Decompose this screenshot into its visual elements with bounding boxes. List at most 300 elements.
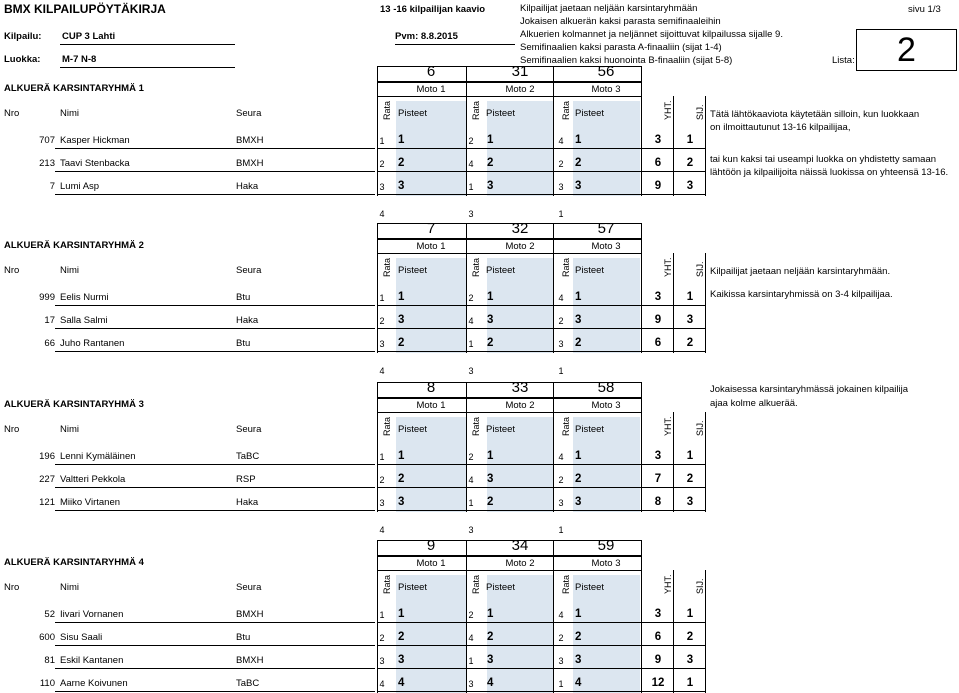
- kilpailu-underline: [60, 44, 235, 45]
- moto-label: Moto 3: [591, 400, 621, 411]
- row-underline: [377, 668, 705, 669]
- column-header-pisteet: Pisteet: [398, 265, 428, 276]
- rider-total: 3: [654, 450, 662, 462]
- moto-count: 1: [558, 366, 564, 376]
- side-note-7: Jokaisessa karsintaryhmässä jokainen kilpailija: [710, 384, 909, 395]
- rider-pisteet: 2: [575, 473, 582, 485]
- rider-rata: 1: [468, 339, 474, 349]
- rider-number: 110: [39, 678, 55, 689]
- moto-number: 8: [426, 379, 436, 396]
- rider-position: 1: [686, 450, 694, 462]
- rider-number: 227: [39, 474, 55, 485]
- rider-rata: 2: [468, 136, 474, 146]
- document-title: BMX KILPAILUPÖYTÄKIRJA: [4, 2, 166, 16]
- row-underline: [377, 148, 705, 149]
- rider-pisteet: 2: [487, 337, 494, 349]
- rider-pisteet: 3: [575, 496, 582, 508]
- column-header-rata: Rata: [382, 100, 392, 120]
- rider-pisteet: 4: [398, 677, 405, 689]
- row-underline: [55, 487, 375, 488]
- row-divider: [377, 253, 642, 254]
- rider-pisteet: 2: [398, 631, 405, 643]
- row-underline: [377, 645, 705, 646]
- rider-pisteet: 3: [575, 314, 582, 326]
- rider-rata: 4: [468, 475, 474, 485]
- column-header-nimi: Nimi: [60, 108, 79, 119]
- column-header-pisteet: Pisteet: [398, 424, 428, 435]
- group-title: ALKUERÄ KARSINTARYHMÄ 2: [4, 240, 144, 251]
- kilpailu-label: Kilpailu:: [4, 31, 42, 42]
- rider-club: BMXH: [236, 655, 264, 666]
- rider-rata: 4: [468, 633, 474, 643]
- rider-rata: 4: [558, 136, 564, 146]
- rule-note-3: Alkuerien kolmannet ja neljännet sijoittuvat kilpailussa sijalle 9.: [520, 29, 783, 40]
- rider-total: 3: [654, 134, 662, 146]
- rider-pisteet: 3: [487, 180, 494, 192]
- column-header-nimi: Nimi: [60, 424, 79, 435]
- lista-value: 2: [897, 31, 916, 69]
- column-header-sij: SIJ.: [695, 261, 705, 277]
- rider-pisteet: 2: [487, 496, 494, 508]
- rider-position: 2: [686, 157, 694, 169]
- rider-club: RSP: [236, 474, 256, 485]
- rule-note-5: Semifinaalien kaksi huonointa B-finaaliin (sijat 5-8): [520, 55, 733, 66]
- rider-club: TaBC: [236, 451, 260, 462]
- row-underline: [377, 464, 705, 465]
- rider-number: 17: [44, 315, 55, 326]
- column-divider: [641, 66, 642, 196]
- rider-pisteet: 1: [575, 291, 582, 303]
- side-note-1: Tätä lähtökaaviota käytetään silloin, kun luokkaan: [710, 109, 920, 120]
- row-divider: [377, 556, 642, 557]
- rider-rata: 3: [558, 182, 564, 192]
- rider-pisteet: 3: [487, 654, 494, 666]
- rider-number: 213: [39, 158, 55, 169]
- rider-pisteet: 2: [575, 157, 582, 169]
- rider-position: 2: [686, 473, 694, 485]
- row-underline: [55, 148, 375, 149]
- column-header-nro: Nro: [4, 582, 20, 593]
- rider-number: 52: [44, 609, 55, 620]
- moto-number: 58: [597, 379, 615, 396]
- moto-count: 4: [379, 209, 385, 219]
- column-header-yht: YHT.: [663, 574, 673, 594]
- column-header-pisteet: Pisteet: [486, 424, 516, 435]
- column-header-pisteet: Pisteet: [486, 582, 516, 593]
- column-divider: [466, 66, 467, 196]
- rider-rata: 4: [558, 610, 564, 620]
- column-divider: [466, 382, 467, 512]
- moto-number: 32: [511, 220, 529, 237]
- rider-position: 3: [686, 180, 694, 192]
- rider-name: Lenni Kymäläinen: [60, 451, 136, 462]
- row-underline: [55, 622, 375, 623]
- rider-pisteet: 4: [575, 677, 582, 689]
- rider-rata: 1: [558, 679, 564, 689]
- column-divider: [641, 382, 642, 512]
- rider-pisteet: 3: [575, 654, 582, 666]
- column-header-sij: SIJ.: [695, 578, 705, 594]
- rider-pisteet: 1: [575, 608, 582, 620]
- rider-name: Lumi Asp: [60, 181, 100, 192]
- moto-number: 34: [511, 537, 529, 554]
- rider-pisteet: 3: [575, 180, 582, 192]
- column-divider: [673, 570, 674, 693]
- column-header-yht: YHT.: [663, 257, 673, 277]
- row-underline: [377, 351, 705, 352]
- rider-number: 66: [44, 338, 55, 349]
- rider-rata: 2: [379, 159, 385, 169]
- group-title: ALKUERÄ KARSINTARYHMÄ 3: [4, 399, 144, 410]
- rider-position: 1: [686, 291, 694, 303]
- row-underline: [377, 171, 705, 172]
- column-header-yht: YHT.: [663, 416, 673, 436]
- rider-position: 3: [686, 314, 694, 326]
- rider-rata: 4: [558, 452, 564, 462]
- column-header-pisteet: Pisteet: [486, 108, 516, 119]
- rider-rata: 4: [468, 316, 474, 326]
- row-underline: [377, 194, 705, 195]
- rider-total: 3: [654, 291, 662, 303]
- rider-name: Juho Rantanen: [60, 338, 125, 349]
- rider-rata: 1: [379, 136, 385, 146]
- column-header-pisteet: Pisteet: [575, 424, 605, 435]
- rider-rata: 2: [558, 159, 564, 169]
- moto-count: 1: [558, 525, 564, 535]
- rider-club: Haka: [236, 315, 259, 326]
- rider-number: 707: [39, 135, 55, 146]
- column-header-pisteet: Pisteet: [398, 108, 428, 119]
- column-header-rata: Rata: [471, 257, 481, 277]
- rider-club: Btu: [236, 292, 251, 303]
- row-underline: [55, 171, 375, 172]
- column-divider: [673, 412, 674, 512]
- side-note-8: ajaa kolme alkuerää.: [710, 398, 798, 409]
- row-underline: [55, 305, 375, 306]
- rider-pisteet: 2: [398, 157, 405, 169]
- rider-pisteet: 1: [487, 608, 494, 620]
- rider-pisteet: 4: [487, 677, 494, 689]
- column-header-sij: SIJ.: [695, 420, 705, 436]
- rider-rata: 2: [468, 293, 474, 303]
- rider-club: BMXH: [236, 609, 264, 620]
- rider-rata: 3: [558, 498, 564, 508]
- rider-rata: 1: [379, 452, 385, 462]
- rider-pisteet: 3: [398, 314, 405, 326]
- column-header-rata: Rata: [561, 416, 571, 436]
- row-underline: [377, 622, 705, 623]
- column-header-pisteet: Pisteet: [486, 265, 516, 276]
- rider-position: 1: [686, 134, 694, 146]
- row-underline: [55, 510, 375, 511]
- side-note-4: lähtöön ja kilpailijoita näissä luokissa on yhteensä 13-16.: [710, 167, 949, 178]
- rider-pisteet: 1: [575, 134, 582, 146]
- side-note-5: Kilpailijat jaetaan neljään karsintaryhmään.: [710, 266, 891, 277]
- rider-name: Iivari Vornanen: [60, 609, 124, 620]
- group-title: ALKUERÄ KARSINTARYHMÄ 4: [4, 557, 144, 568]
- column-header-pisteet: Pisteet: [575, 582, 605, 593]
- rider-pisteet: 2: [575, 631, 582, 643]
- rider-name: Valtteri Pekkola: [60, 474, 126, 485]
- rider-pisteet: 1: [398, 291, 405, 303]
- column-header-pisteet: Pisteet: [575, 265, 605, 276]
- moto-label: Moto 1: [416, 84, 446, 95]
- column-divider: [377, 382, 378, 512]
- moto-count: 3: [468, 525, 474, 535]
- rider-rata: 2: [558, 633, 564, 643]
- rider-name: Taavi Stenbacka: [60, 158, 130, 169]
- column-divider: [705, 96, 706, 196]
- side-note-3: tai kun kaksi tai useampi luokka on yhdistetty samaan: [710, 154, 937, 165]
- rider-club: BMXH: [236, 158, 264, 169]
- column-divider: [553, 66, 554, 196]
- column-header-rata: Rata: [382, 574, 392, 594]
- rider-pisteet: 2: [487, 631, 494, 643]
- rider-rata: 3: [558, 339, 564, 349]
- row-underline: [377, 305, 705, 306]
- rider-rata: 2: [558, 475, 564, 485]
- rider-rata: 1: [379, 610, 385, 620]
- moto-label: Moto 3: [591, 84, 621, 95]
- rider-total: 9: [654, 314, 662, 326]
- column-divider: [705, 570, 706, 693]
- row-underline: [55, 691, 375, 692]
- rider-pisteet: 1: [487, 134, 494, 146]
- row-divider: [377, 239, 642, 240]
- column-divider: [553, 223, 554, 353]
- rider-position: 3: [686, 496, 694, 508]
- column-divider: [377, 223, 378, 353]
- rider-name: Aarne Koivunen: [60, 678, 128, 689]
- rider-rata: 2: [379, 316, 385, 326]
- moto-number: 57: [597, 220, 615, 237]
- moto-number: 56: [597, 63, 615, 80]
- rider-name: Salla Salmi: [60, 315, 108, 326]
- rider-rata: 4: [379, 679, 385, 689]
- rider-rata: 4: [468, 159, 474, 169]
- rider-club: TaBC: [236, 678, 260, 689]
- luokka-value: M-7 N-8: [62, 54, 97, 65]
- rider-rata: 3: [379, 182, 385, 192]
- pvm-label: Pvm: 8.8.2015: [395, 31, 458, 42]
- moto-label: Moto 2: [505, 558, 535, 569]
- rider-total: 6: [654, 631, 662, 643]
- rider-rata: 1: [468, 656, 474, 666]
- rider-number: 121: [39, 497, 55, 508]
- moto-number: 7: [426, 220, 436, 237]
- row-underline: [377, 328, 705, 329]
- row-underline: [55, 328, 375, 329]
- rider-total: 6: [654, 337, 662, 349]
- pvm-underline: [395, 44, 515, 45]
- rider-number: 196: [39, 451, 55, 462]
- moto-count: 3: [468, 209, 474, 219]
- rider-rata: 2: [468, 610, 474, 620]
- rider-rata: 2: [379, 475, 385, 485]
- moto-number: 33: [511, 379, 529, 396]
- rider-pisteet: 1: [487, 450, 494, 462]
- rider-pisteet: 1: [398, 450, 405, 462]
- rider-rata: 1: [468, 498, 474, 508]
- column-header-rata: Rata: [471, 100, 481, 120]
- row-underline: [377, 487, 705, 488]
- rider-pisteet: 1: [398, 608, 405, 620]
- rider-number: 999: [39, 292, 55, 303]
- moto-number: 6: [426, 63, 436, 80]
- column-divider: [705, 253, 706, 353]
- column-header-nro: Nro: [4, 265, 20, 276]
- rider-total: 12: [651, 677, 665, 689]
- rider-rata: 4: [558, 293, 564, 303]
- kaavio-label: 13 -16 kilpailijan kaavio: [380, 4, 486, 15]
- row-underline: [55, 668, 375, 669]
- row-divider: [377, 96, 642, 97]
- rider-rata: 3: [379, 656, 385, 666]
- luokka-label: Luokka:: [4, 54, 41, 65]
- rider-pisteet: 2: [487, 157, 494, 169]
- rider-total: 3: [654, 608, 662, 620]
- column-header-nro: Nro: [4, 424, 20, 435]
- moto-label: Moto 1: [416, 400, 446, 411]
- column-divider: [553, 382, 554, 512]
- row-divider: [377, 82, 642, 83]
- column-divider: [673, 253, 674, 353]
- rider-pisteet: 2: [398, 337, 405, 349]
- column-header-seura: Seura: [236, 108, 262, 119]
- rider-pisteet: 1: [487, 291, 494, 303]
- rider-club: Btu: [236, 632, 251, 643]
- moto-number: 31: [511, 63, 529, 80]
- rider-position: 3: [686, 654, 694, 666]
- moto-label: Moto 3: [591, 241, 621, 252]
- rider-name: Kasper Hickman: [60, 135, 130, 146]
- column-header-rata: Rata: [382, 416, 392, 436]
- rider-pisteet: 1: [398, 134, 405, 146]
- column-header-pisteet: Pisteet: [398, 582, 428, 593]
- column-divider: [673, 96, 674, 196]
- column-header-nro: Nro: [4, 108, 20, 119]
- row-underline: [377, 691, 705, 692]
- rider-number: 600: [39, 632, 55, 643]
- row-underline: [55, 464, 375, 465]
- page-number: sivu 1/3: [908, 4, 941, 15]
- rider-rata: 1: [468, 182, 474, 192]
- moto-count: 4: [379, 525, 385, 535]
- rider-pisteet: 2: [575, 337, 582, 349]
- rider-name: Eskil Kantanen: [60, 655, 124, 666]
- row-divider: [377, 412, 642, 413]
- moto-count: 4: [379, 366, 385, 376]
- moto-label: Moto 1: [416, 241, 446, 252]
- rider-total: 8: [654, 496, 662, 508]
- column-divider: [466, 223, 467, 353]
- rule-note-1: Kilpailijat jaetaan neljään karsintaryhmään: [520, 3, 698, 14]
- rider-rata: 3: [379, 498, 385, 508]
- rider-name: Miiko Virtanen: [60, 497, 121, 508]
- rule-note-2: Jokaisen alkuerän kaksi parasta semifinaaleihin: [520, 16, 721, 27]
- rider-name: Eelis Nurmi: [60, 292, 109, 303]
- rider-club: Haka: [236, 497, 259, 508]
- row-underline: [55, 351, 375, 352]
- rider-position: 1: [686, 677, 694, 689]
- rider-number: 81: [44, 655, 55, 666]
- moto-label: Moto 3: [591, 558, 621, 569]
- column-header-seura: Seura: [236, 424, 262, 435]
- moto-count: 1: [558, 209, 564, 219]
- column-header-nimi: Nimi: [60, 265, 79, 276]
- rider-pisteet: 1: [575, 450, 582, 462]
- column-header-rata: Rata: [382, 257, 392, 277]
- rider-total: 7: [654, 473, 662, 485]
- row-underline: [55, 645, 375, 646]
- row-underline: [377, 510, 705, 511]
- column-divider: [705, 412, 706, 512]
- column-header-rata: Rata: [561, 574, 571, 594]
- column-divider: [377, 66, 378, 196]
- rule-note-4: Semifinaalien kaksi parasta A-finaaliin (sijat 1-4): [520, 42, 722, 53]
- column-divider: [641, 223, 642, 353]
- moto-label: Moto 2: [505, 84, 535, 95]
- side-note-2: on ilmoittautunut 13-16 kilpailijaa,: [710, 122, 851, 133]
- column-header-rata: Rata: [561, 257, 571, 277]
- group-title: ALKUERÄ KARSINTARYHMÄ 1: [4, 83, 144, 94]
- rider-rata: 2: [558, 316, 564, 326]
- column-header-yht: YHT.: [663, 100, 673, 120]
- lista-label: Lista:: [832, 55, 855, 66]
- rider-total: 9: [654, 654, 662, 666]
- column-header-rata: Rata: [471, 416, 481, 436]
- row-divider: [377, 570, 642, 571]
- rider-club: BMXH: [236, 135, 264, 146]
- rider-total: 9: [654, 180, 662, 192]
- moto-label: Moto 2: [505, 241, 535, 252]
- kilpailu-value: CUP 3 Lahti: [62, 31, 116, 42]
- rider-position: 2: [686, 337, 694, 349]
- column-divider: [641, 540, 642, 693]
- column-header-rata: Rata: [561, 100, 571, 120]
- column-header-rata: Rata: [471, 574, 481, 594]
- rider-name: Sisu Saali: [60, 632, 103, 643]
- rider-rata: 3: [379, 339, 385, 349]
- rider-pisteet: 3: [487, 314, 494, 326]
- rider-number: 7: [49, 181, 55, 192]
- rider-pisteet: 3: [398, 180, 405, 192]
- rider-rata: 3: [558, 656, 564, 666]
- column-header-pisteet: Pisteet: [575, 108, 605, 119]
- moto-label: Moto 1: [416, 558, 446, 569]
- column-header-nimi: Nimi: [60, 582, 79, 593]
- moto-label: Moto 2: [505, 400, 535, 411]
- row-underline: [55, 194, 375, 195]
- rider-club: Haka: [236, 181, 259, 192]
- rider-total: 6: [654, 157, 662, 169]
- rider-pisteet: 3: [398, 654, 405, 666]
- rider-rata: 2: [468, 452, 474, 462]
- rider-pisteet: 3: [487, 473, 494, 485]
- rider-rata: 2: [379, 633, 385, 643]
- rider-position: 1: [686, 608, 694, 620]
- luokka-underline: [60, 67, 235, 68]
- column-header-seura: Seura: [236, 582, 262, 593]
- rider-pisteet: 2: [398, 473, 405, 485]
- moto-number: 59: [597, 537, 615, 554]
- row-divider: [377, 398, 642, 399]
- column-header-sij: SIJ.: [695, 104, 705, 120]
- rider-pisteet: 3: [398, 496, 405, 508]
- side-note-6: Kaikissa karsintaryhmissä on 3-4 kilpailijaa.: [710, 289, 893, 300]
- rider-club: Btu: [236, 338, 251, 349]
- rider-rata: 1: [379, 293, 385, 303]
